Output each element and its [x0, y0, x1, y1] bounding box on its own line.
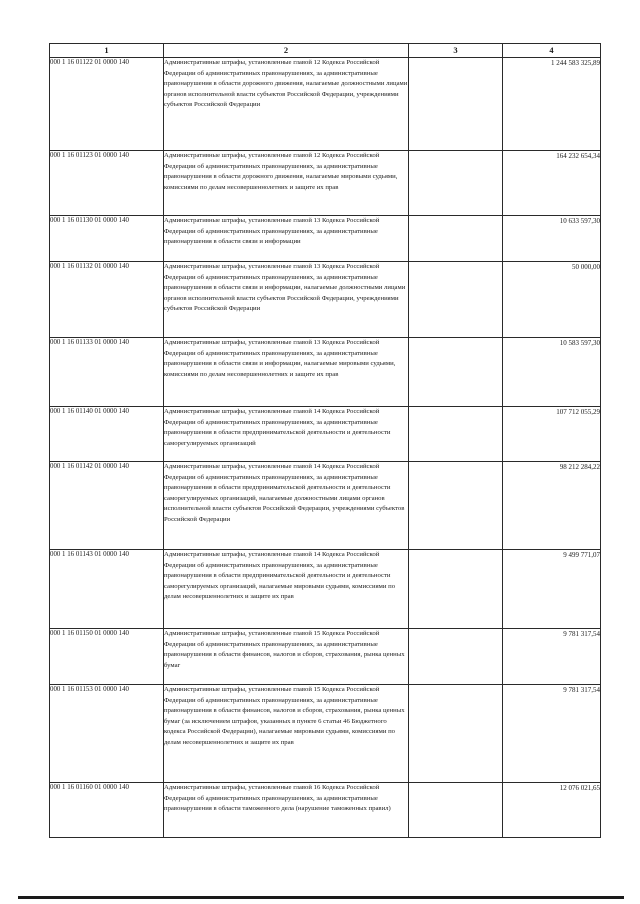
table-row: [50, 629, 601, 685]
column-3-cell: [409, 407, 503, 462]
amount-cell: 1 244 583 325,89: [503, 58, 601, 151]
table-row: [50, 151, 601, 216]
amount-cell: 107 712 055,29: [503, 407, 601, 462]
column-3-cell: [409, 338, 503, 407]
budget-code-cell: 000 1 16 01153 01 0000 140: [50, 685, 164, 783]
description-cell: Административные штрафы, установленные главой 13 Кодекса Российской Федерации об административных правонарушениях, за административные правонарушения в области связи и информации, налагаемые мировыми судьями, комиссиями по делам несовершеннолетних и защите их прав: [164, 338, 409, 407]
table-row: [50, 685, 601, 783]
budget-code-cell: 000 1 16 01132 01 0000 140: [50, 262, 164, 338]
description-cell: Административные штрафы, установленные главой 16 Кодекса Российской Федерации об административных правонарушениях, за административные правонарушения в области таможенного дела (нарушение таможенных правил): [164, 783, 409, 838]
table-row: [50, 262, 601, 338]
budget-code-cell: 000 1 16 01123 01 0000 140: [50, 151, 164, 216]
amount-cell: 9 499 771,07: [503, 550, 601, 629]
budget-code-cell: 000 1 16 01142 01 0000 140: [50, 462, 164, 550]
amount-cell: 10 633 597,30: [503, 216, 601, 262]
description-cell: Административные штрафы, установленные главой 12 Кодекса Российской Федерации об административных правонарушениях, за административные правонарушения в области дорожного движения, налагаемые должностными лицами органов исполнительной власти субъектов Российской Федерации, учреждениями субъектов Российской Федерации: [164, 58, 409, 151]
table-row: [50, 338, 601, 407]
table-row: [50, 58, 601, 151]
amount-cell: 10 583 597,30: [503, 338, 601, 407]
table-row: [50, 783, 601, 838]
description-cell: Административные штрафы, установленные главой 14 Кодекса Российской Федерации об административных правонарушениях, за административные правонарушения в области предпринимательской деятельности и деятельности саморегулируемых организаций, налагаемые мировыми судьями, комиссиями по делам несовершеннолетних и защите их прав: [164, 550, 409, 629]
column-3-cell: [409, 685, 503, 783]
budget-code-cell: 000 1 16 01150 01 0000 140: [50, 629, 164, 685]
description-cell: Административные штрафы, установленные главой 13 Кодекса Российской Федерации об административных правонарушениях, за административные правонарушения в области связи и информации: [164, 216, 409, 262]
budget-code-cell: 000 1 16 01140 01 0000 140: [50, 407, 164, 462]
column-3-cell: [409, 550, 503, 629]
column-3-cell: [409, 151, 503, 216]
header-col-1: 1: [50, 44, 164, 58]
column-3-cell: [409, 629, 503, 685]
budget-code-cell: 000 1 16 01122 01 0000 140: [50, 58, 164, 151]
table-row: [50, 407, 601, 462]
column-3-cell: [409, 216, 503, 262]
description-cell: Административные штрафы, установленные главой 14 Кодекса Российской Федерации об административных правонарушениях, за административные правонарушения в области предпринимательской деятельности и деятельности саморегулируемых организаций: [164, 407, 409, 462]
amount-cell: 98 212 284,22: [503, 462, 601, 550]
description-cell: Административные штрафы, установленные главой 14 Кодекса Российской Федерации об административных правонарушениях, за административные правонарушения в области предпринимательской деятельности и деятельности саморегулируемых организаций, налагаемые должностными лицами органов исполнительной власти субъектов Российской Федерации, учреждениями субъектов Российской Федерации: [164, 462, 409, 550]
budget-code-cell: 000 1 16 01130 01 0000 140: [50, 216, 164, 262]
header-col-4: 4: [503, 44, 601, 58]
header-col-2: 2: [164, 44, 409, 58]
amount-cell: 50 000,00: [503, 262, 601, 338]
budget-code-cell: 000 1 16 01160 01 0000 140: [50, 783, 164, 838]
column-3-cell: [409, 262, 503, 338]
description-cell: Административные штрафы, установленные главой 13 Кодекса Российской Федерации об административных правонарушениях, за административные правонарушения в области связи и информации, налагаемые должностными лицами органов исполнительной власти субъектов Российской Федерации, учреждениями субъектов Российской Федерации: [164, 262, 409, 338]
amount-cell: 9 781 317,54: [503, 685, 601, 783]
amount-cell: 164 232 654,34: [503, 151, 601, 216]
column-3-cell: [409, 58, 503, 151]
description-cell: Административные штрафы, установленные главой 15 Кодекса Российской Федерации об административных правонарушениях, за административные правонарушения в области финансов, налогов и сборов, страхования, рынка ценных бумаг: [164, 629, 409, 685]
header-col-3: 3: [409, 44, 503, 58]
table-row: [50, 216, 601, 262]
amount-cell: 12 076 021,65: [503, 783, 601, 838]
amount-cell: 9 781 317,54: [503, 629, 601, 685]
budget-code-cell: 000 1 16 01133 01 0000 140: [50, 338, 164, 407]
description-cell: Административные штрафы, установленные главой 12 Кодекса Российской Федерации об административных правонарушениях, за административные правонарушения в области дорожного движения, налагаемые мировыми судьями, комиссиями по делам несовершеннолетних и защите их прав: [164, 151, 409, 216]
table-row: [50, 550, 601, 629]
budget-code-cell: 000 1 16 01143 01 0000 140: [50, 550, 164, 629]
header-row: [50, 44, 601, 58]
revenue-table: [49, 43, 601, 838]
description-cell: Административные штрафы, установленные главой 15 Кодекса Российской Федерации об административных правонарушениях, за административные правонарушения в области финансов, налогов и сборов, страхования, рынка ценных бумаг (за исключением штрафов, указанных в пункте 6 статьи 46 Бюджетного кодекса Российской Федерации), налагаемые мировыми судьями, комиссиями по делам несовершеннолетних и защите их прав: [164, 685, 409, 783]
table-row: [50, 462, 601, 550]
column-3-cell: [409, 462, 503, 550]
scan-bottom-rule: [18, 896, 624, 899]
column-3-cell: [409, 783, 503, 838]
